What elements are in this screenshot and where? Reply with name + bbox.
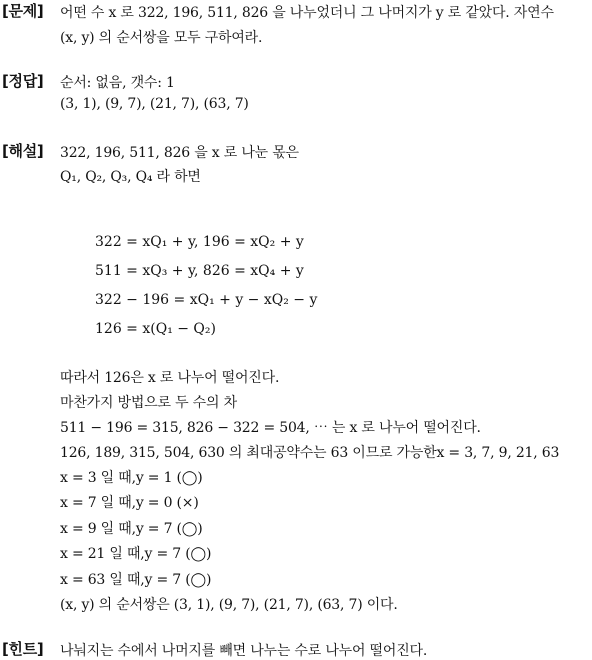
solution-conclusion: (x, y) 의 순서쌍은 (3, 1), (9, 7), (21, 7), (63, 7) 이다. — [60, 597, 398, 613]
hint-line-1: 나눠지는 수에서 나머지를 빼면 나누는 수로 나누어 떨어진다. — [60, 643, 428, 659]
case-x-3: x = 3 일 때,y = 1 (◯) — [60, 470, 203, 486]
problem-line-1: 어떤 수 x 로 322, 196, 511, 826 을 나누었더니 그 나머지가 y 로 같았다. 자연수 — [60, 5, 554, 21]
case-x-9: x = 9 일 때,y = 7 (◯) — [60, 521, 203, 537]
equation-1: 322 = xQ₁ + y, 196 = xQ₂ + y — [95, 234, 304, 250]
solution-line-1: 322, 196, 511, 826 을 x 로 나눈 몫은 — [60, 145, 299, 161]
equation-2: 511 = xQ₃ + y, 826 = xQ₄ + y — [95, 263, 304, 279]
solution-text-3: 511 − 196 = 315, 826 − 322 = 504, ⋯ 는 x 로 나누어 떨어진다. — [60, 420, 481, 436]
case-x-63: x = 63 일 때,y = 7 (◯) — [60, 572, 212, 588]
equation-3: 322 − 196 = xQ₁ + y − xQ₂ − y — [95, 292, 318, 308]
solution-line-2: Q₁, Q₂, Q₃, Q₄ 라 하면 — [60, 169, 201, 185]
problem-line-2: (x, y) 의 순서쌍을 모두 구하여라. — [60, 30, 263, 46]
answer-line-1: 순서: 없음, 갯수: 1 — [60, 75, 175, 91]
solution-text-2: 마찬가지 방법으로 두 수의 차 — [60, 395, 237, 411]
answer-label: [정답] — [2, 72, 44, 90]
solution-text-4: 126, 189, 315, 504, 630 의 최대공약수는 63 이므로 가능한x = 3, 7, 9, 21, 63 — [60, 445, 560, 461]
solution-label: [해설] — [2, 142, 44, 160]
equation-4: 126 = x(Q₁ − Q₂) — [95, 321, 216, 337]
answer-line-2: (3, 1), (9, 7), (21, 7), (63, 7) — [60, 96, 249, 112]
hint-label: [힌트] — [2, 640, 44, 658]
case-x-21: x = 21 일 때,y = 7 (◯) — [60, 546, 212, 562]
solution-text-1: 따라서 126은 x 로 나누어 떨어진다. — [60, 370, 280, 386]
problem-label: [문제] — [2, 2, 44, 20]
case-x-7: x = 7 일 때,y = 0 (×) — [60, 495, 199, 511]
